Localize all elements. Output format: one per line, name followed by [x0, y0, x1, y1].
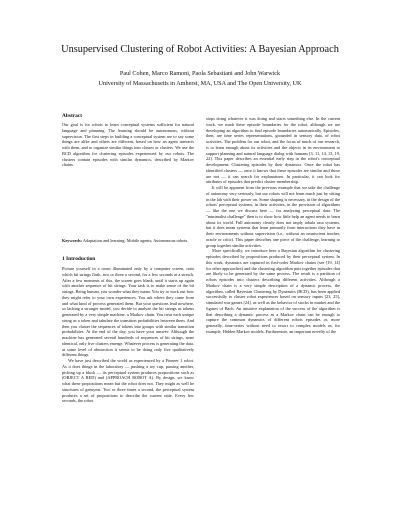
author-list: Paul Cohen, Marco Ramoni, Paola Sebastiani and John Warwick: [119, 70, 281, 77]
introduction-body: [62, 266, 194, 404]
affiliation: University of Massachusetts in Amherst, MA, USA and The Open University, UK: [98, 80, 302, 87]
keywords-label: Keywords:: [62, 238, 83, 243]
right-column: [206, 116, 340, 335]
abstract-body: [62, 122, 194, 168]
paragraph: We have just described the world as experienced by a Pioneer 1 robot. As it does things in the laboratory — pushing a toy cup, passing another, picking up a block — its perceptual system produces propositions such as (OBJECT A RED) and (APPROACH ROBOT A). By design, we know what these propositions mean but the robot does not. They might as well be structures of gensyms. Two or three times a second, the perceptual system produces a set of propositions to describe the current state. Every few seconds, the robot: [62, 358, 194, 404]
paper-title: Unsupervised Clustering of Robot Activities: A Bayesian Approach: [61, 44, 339, 55]
paragraph: More specifically, we introduce here a Bayesian algorithm for clustering episodes described by propositions produced by their perceptual system. In this work, dynamics are captured in first-order Markov chains (see [19, 14] for other approaches) and the clustering algorithm puts together episodes that are likely to be generated by the same process. The result is a partition of robots episodes into clusters describing different activities. Although a Markov chain is a very simple description of a dynamic process, the algorithm, called Bayesian Clustering by Dynamics (BCD), has been applied successfully to cluster robot experiences based on sensory inputs [23, 25], simulated war games [24], as well as the behavior of stocks in market and the figures of Bach. An intuitive explanation of the success of the algorithm is that describing a dynamic process as a Markov chain can be enough to capture the common dynamics of different robots episodes or, more generally, time-series without need to resort to complex models as, for example, Hidden Markov models. Furthermore, an important novelty of the: [206, 248, 340, 334]
paragraph: stops doing whatever it was doing and starts something else. In the current work, we mark these episode boundaries for the robot, although we are developing an algorithm to find episode boundaries automatically. Episodes, then, are time series representations, grounded in sensory data, of robot activities. The problem for our robot, and the focus of much of our research, is to learn enough about its activities and the objects in its environment to support planning and natural language dialog with humans [3, 11, 14, 13, 19, 22]. This paper describes an essential early step in the robot's conceptual development: Clustering episodes by their dynamics. Once the robot has identified clusters — once it knows that these episodes are similar and those are not — it can search for explanations. In particular, it can look for attributes of episodes that predict cluster membership.: [206, 116, 340, 185]
section-heading-introduction: 1 Introduction: [62, 256, 96, 262]
abstract-heading: Abstract: [62, 113, 83, 119]
keywords-text: Adaptation and learning; Mobile agents; Autonomous robots.: [82, 238, 189, 243]
paragraph: It will be apparent from the previous example that we take the challenge of autonomy very seriously, but our robots will not learn much just by sitting in the lab with their power on. Some shaping is necessary, in the design of the robots' perceptual systems, in their activities, in the provision of algorithms — like the one we discuss here — for analyzing perceptual data. The "minimalist challenge" then is to show how little help an agent needs to learn about its world. Full autonomy clearly does not imply tabula rasa systems, but it does mean systems that learn primarily from interactions they have in their environments without supervision (i.e., without an omniscient teacher, oracle or critic). This paper describes one piece of the challenge, learning to group together similar activities.: [206, 185, 340, 248]
keywords: [62, 238, 194, 244]
paragraph: Picture yourself in a room illuminated only by a computer screen, onto which bit strings flash, two or three a second, for a few seconds at a stretch. After a few moments of this, the screen goes blank, until it starts up again with another sequence of bit strings. Your task is to make sense of the bit strings. Being human, you wonder what they mean. You try to work out how they might refer to your own experiences. You ask where they came from and what kind of process generated them. But your questions lead nowhere, so lacking a stronger model, you decide to analyze the bit strings as tokens generated by a very simple machine, a Markov chain. You treat each unique string as a token and tabulate the transition probabilities between them. And then you cluster the sequences of tokens into groups with similar transition probabilities. At the end of the day, you have your answer: Although the machine has generated several hundreds of sequences of bit strings, none identical, only five clusters emerge. Whatever process is generating the data, at some level of abstraction it seems to be doing only five qualitatively different things.: [62, 266, 194, 358]
abstract-text: Our goal is for robots to learn conceptual systems sufficient for natural language and planning. The learning should be autonomous, without supervision. The first steps in building a conceptual system are to say some things are alike and others are different, based on how an agent interacts with them, and to organize similar things into classes or clusters. We use the BCD algorithm for clustering episodes experienced by our robots. The clusters contain episodes with similar dynamics, described by Markov chains.: [62, 122, 194, 168]
